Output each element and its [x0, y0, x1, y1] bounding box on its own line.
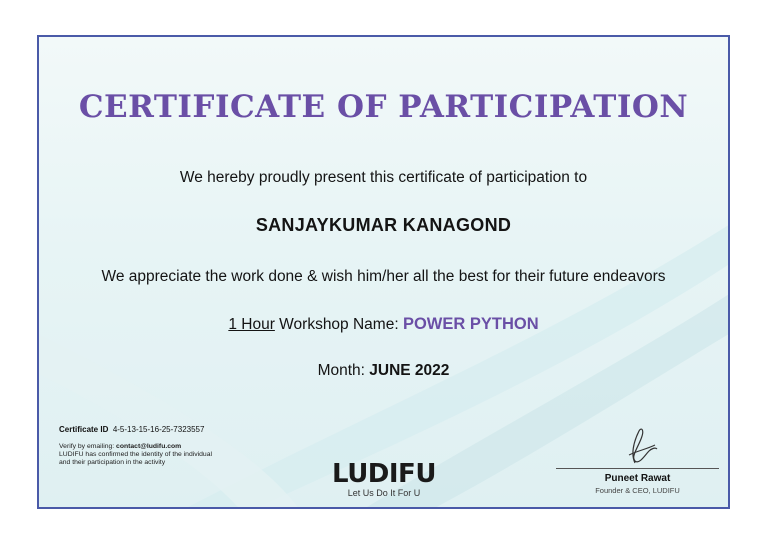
signature-line [556, 468, 719, 469]
logo-tagline: Let Us Do It For U [347, 488, 421, 498]
signer-name: Puneet Rawat [604, 473, 671, 484]
verify-email-link[interactable]: contact@ludifu.com [116, 443, 182, 450]
verify-prefix: Verify by emailing: [59, 443, 117, 450]
certificate-title: CERTIFICATE OF PARTICIPATION [78, 89, 689, 125]
appreciation-text: We appreciate the work done & wish him/her all the best for their future endeavors [101, 268, 666, 285]
certificate-id-value: 4-5-13-15-16-25-7323557 [112, 425, 205, 434]
certificate-id [59, 425, 204, 434]
certificate-id-label: Certificate ID [59, 425, 109, 434]
ludifu-logo [329, 461, 439, 498]
verification-note [59, 443, 219, 467]
month-value: JUNE 2022 [369, 362, 450, 379]
logo-text: LUDIFU [332, 459, 436, 489]
signature-mark [621, 425, 661, 467]
signer-role: Founder & CEO, LUDIFU [595, 486, 680, 495]
month-line [39, 362, 728, 380]
month-label: Month: [317, 362, 370, 379]
workshop-duration: 1 Hour [228, 316, 275, 333]
verify-text: LUDIFU has confirmed the identity of the individual and their participation in the activity [59, 451, 213, 466]
workshop-line [39, 315, 728, 334]
workshop-name: POWER PYTHON [402, 315, 539, 333]
workshop-label: Workshop Name: [274, 316, 403, 333]
certificate-frame [37, 35, 730, 509]
intro-text: We hereby proudly present this certificate of participation to [179, 169, 588, 186]
recipient-name: SANJAYKUMAR KANAGOND [255, 215, 512, 235]
